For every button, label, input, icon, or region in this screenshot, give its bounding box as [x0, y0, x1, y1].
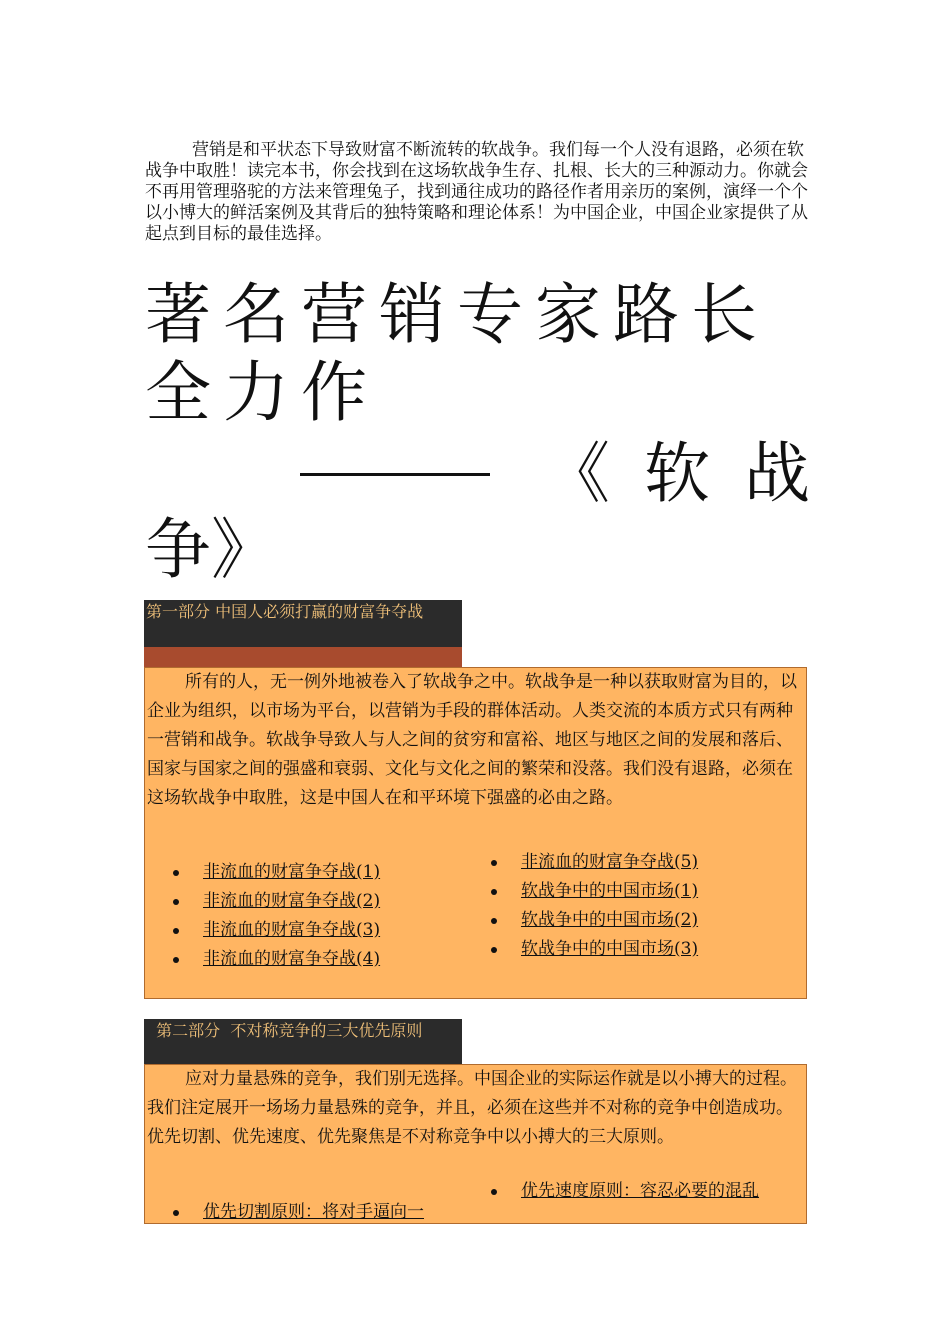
- chapter-link[interactable]: 非流血的财富争夺战(2): [203, 891, 381, 911]
- subtitle-part: 《: [544, 435, 610, 512]
- list-item: [145, 916, 380, 945]
- section2-panel: [144, 1064, 807, 1224]
- book-title: 著名营销专家路长全力作: [145, 276, 769, 431]
- bullet-icon: [173, 1210, 179, 1216]
- list-item: [463, 1177, 759, 1206]
- section2-links-right: [463, 1177, 759, 1206]
- section2-body: 应对力量悬殊的竞争，我们别无选择。中国企业的实际运作就是以小搏大的过程。我们注定展开一场场力量悬殊的竞争，并且，必须在这些并不对称的竞争中创造成功。优先切割、优先速度、优先聚焦是不对称竞争中以小搏大的三大原则。: [147, 1069, 797, 1147]
- section1-panel: [144, 667, 807, 999]
- list-item: [145, 945, 380, 974]
- list-item: [463, 877, 698, 906]
- chapter-link[interactable]: 软战争中的中国市场(3): [521, 939, 699, 959]
- chapter-link[interactable]: 软战争中的中国市场(2): [521, 910, 699, 930]
- chapter-link[interactable]: 优先切割原则：将对手逼向一: [203, 1202, 424, 1222]
- intro-paragraph: 营销是和平状态下导致财富不断流转的软战争。我们每一个人没有退路，必须在软战争中取胜！读完本书，你会找到在这场软战争生存、扎根、长大的三种源动力。你就会不再用管理骆驼的方法来管理兔子，找到通往成功的路径作者用亲历的案例，演绎一个个以小博大的鲜活案例及其背后的独特策略和理论体系！为中国企业，中国企业家提供了从起点到目标的最佳选择。: [145, 140, 808, 244]
- list-item: [145, 1198, 424, 1227]
- list-item: [463, 848, 698, 877]
- subtitle-part: 战: [744, 435, 810, 512]
- bullet-icon: [491, 860, 497, 866]
- list-item: [145, 887, 380, 916]
- chapter-link[interactable]: 非流血的财富争夺战(3): [203, 920, 381, 940]
- bullet-icon: [173, 870, 179, 876]
- bullet-icon: [173, 957, 179, 963]
- chapter-link[interactable]: 非流血的财富争夺战(5): [521, 852, 699, 872]
- section1-links-left: [145, 858, 380, 974]
- section1-body: 所有的人，无一例外地被卷入了软战争之中。软战争是一种以获取财富为目的，以企业为组织，以市场为平台，以营销为手段的群体活动。人类交流的本质方式只有两种一营销和战争。软战争导致人与人之间的贫穷和富裕、地区与地区之间的发展和落后、国家与国家之间的强盛和衰弱、文化与文化之间的繁荣和没落。我们没有退路，必须在这场软战争中取胜，这是中国人在和平环境下强盛的必由之路。: [147, 672, 797, 808]
- subtitle-part: 软: [644, 435, 710, 512]
- section2-links-left: [145, 1198, 424, 1227]
- section1-heading: 第一部分 中国人必须打赢的财富争夺战: [144, 600, 462, 647]
- bullet-icon: [491, 947, 497, 953]
- bullet-icon: [173, 928, 179, 934]
- list-item: [463, 906, 698, 935]
- chapter-link[interactable]: 软战争中的中国市场(1): [521, 881, 699, 901]
- bullet-icon: [491, 1189, 497, 1195]
- bullet-icon: [173, 899, 179, 905]
- book-subtitle: [145, 436, 810, 588]
- list-item: [145, 858, 380, 887]
- bullet-icon: [491, 918, 497, 924]
- list-item: [463, 935, 698, 964]
- em-dash-line: [300, 473, 490, 476]
- chapter-link[interactable]: 非流血的财富争夺战(4): [203, 949, 381, 969]
- section1-links-right: [463, 848, 698, 964]
- chapter-link[interactable]: 优先速度原则：容忍必要的混乱: [521, 1181, 759, 1201]
- bullet-icon: [491, 889, 497, 895]
- section2-heading: 第二部分 不对称竞争的三大优先原则: [144, 1019, 462, 1064]
- chapter-link[interactable]: 非流血的财富争夺战(1): [203, 862, 381, 882]
- subtitle-part: 争》: [145, 511, 277, 588]
- section1-divider-bar: [144, 647, 462, 667]
